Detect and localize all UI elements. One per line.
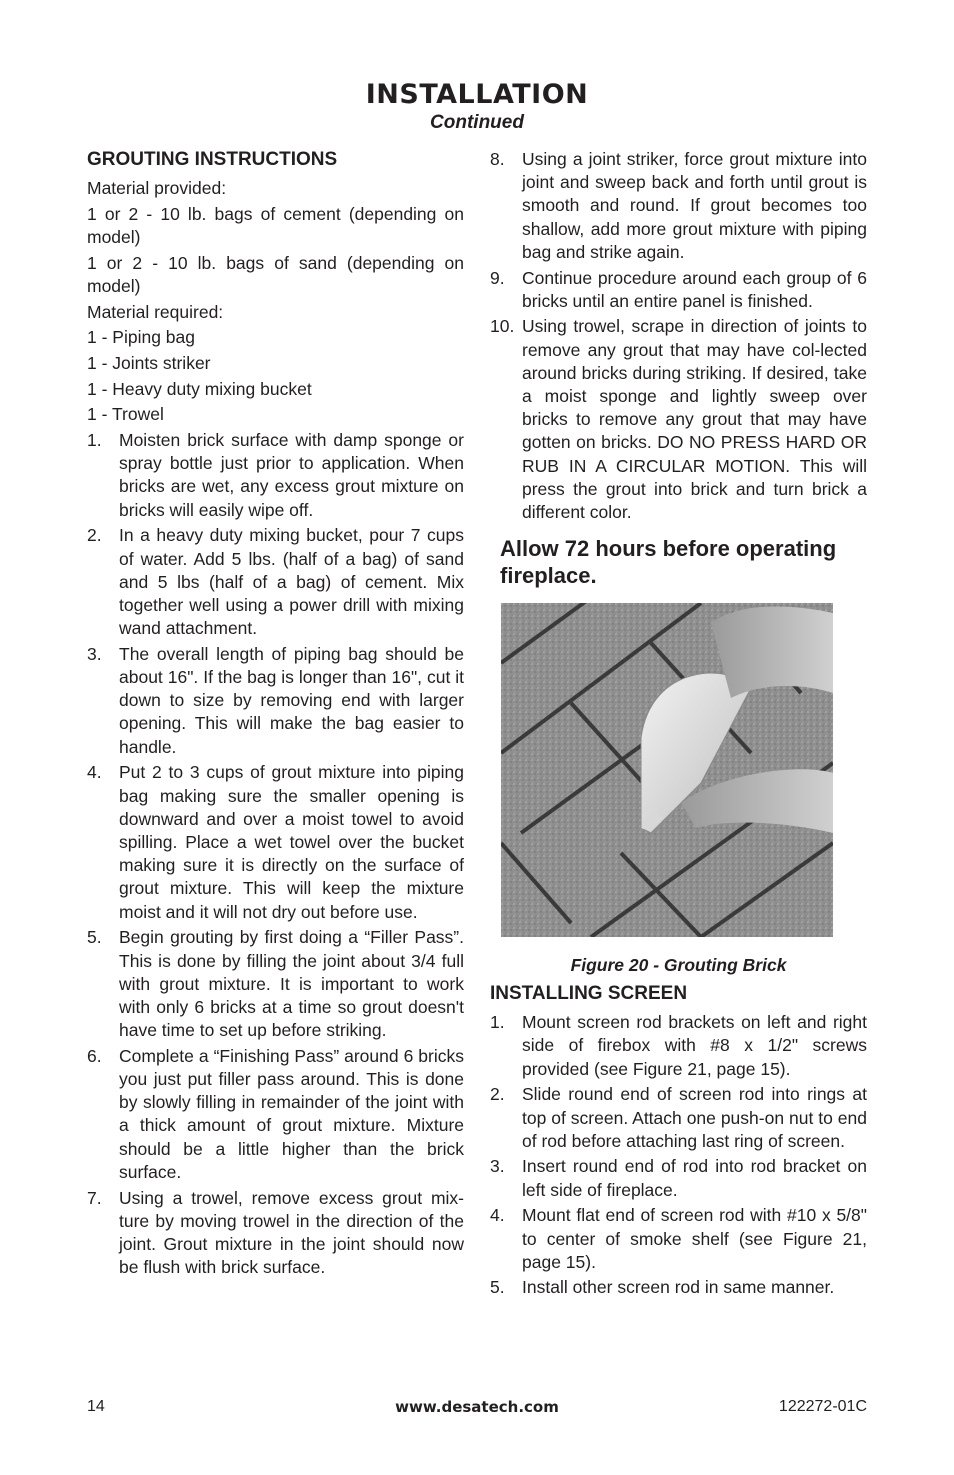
list-item — [490, 1011, 867, 1081]
material-provided-label: Material provided: — [87, 178, 227, 198]
material-required-item: 1 - Joints striker — [87, 352, 211, 373]
list-item — [490, 267, 867, 313]
step-text: Mount flat end of screen rod with #10 x 5/8" to center of smoke shelf (see Figure 21, page 15). — [522, 1205, 867, 1272]
step-text: Using a trowel, remove excess grout mix-ture by moving trowel in the direction of the joint. Grout mixture in the joint should now be flush with brick surface. — [119, 1187, 464, 1278]
material-provided-item: 1 or 2 - 10 lb. bags of cement (depending on model) — [87, 203, 464, 247]
material-required-label: Material required: — [87, 301, 224, 322]
step-text: Slide round end of screen rod into rings at top of screen. Attach one push-on nut to end of rod before attaching last ring of screen. — [522, 1084, 867, 1151]
material-required-item: 1 - Heavy duty mixing bucket — [87, 378, 312, 399]
list-item — [87, 1045, 464, 1184]
page-number: 14 — [87, 1398, 105, 1415]
document-code: 122272-01C — [778, 1398, 867, 1415]
left-column — [87, 148, 464, 1282]
step-text: Using trowel, scrape in direction of joints to remove any grout that may have col-lected around bricks during striking. If desired, take a moist sponge and lightly sweep over bricks to remove any grout that may have gotten on bricks. DO NO PRESS HARD OR RUB IN A CIRCULAR MOTION. This will press the grout into brick and turn brick a different color. — [522, 316, 867, 523]
step-text: Begin grouting by first doing a “Filler Pass”. This is done by filling the joint about 3/4 full with grout mixture. It is important to work with only 6 bricks at a time so grout doesn't have time to set up before striking. — [119, 927, 464, 1041]
figure-caption: Figure 20 - Grouting Brick — [570, 955, 787, 976]
step-text: The overall length of piping bag should be about 16". If the bag is longer than 16", cut it down to size by removing end with larger opening. This will make the bag easier to handle. — [119, 643, 464, 757]
step-number: 10. — [490, 316, 515, 337]
step-text: Complete a “Finishing Pass” around 6 bricks you just put filler pass around. This is done by slowly filling in remainder of the joint with a thick amount of grout mixture. Mixture should be a little higher than the brick surface. — [119, 1045, 464, 1182]
list-item — [490, 148, 867, 264]
screen-steps-list — [490, 1011, 867, 1299]
step-number: 3. — [87, 643, 102, 664]
step-text: Insert round end of rod into rod bracket on left side of fireplace. — [522, 1156, 867, 1200]
list-item — [87, 926, 464, 1042]
step-text: In a heavy duty mixing bucket, pour 7 cups of water. Add 5 lbs. (half of a bag) of sand and 5 lbs (half of a bag) of cement. Mix together well using a power drill with mixing wand attachment. — [119, 525, 464, 639]
cure-time-warning: Allow 72 hours before operating fireplace. — [500, 536, 837, 589]
step-number: 3. — [490, 1156, 505, 1177]
page-title: INSTALLATION — [365, 79, 589, 110]
step-number: 4. — [87, 762, 102, 783]
material-required-item: 1 - Piping bag — [87, 327, 195, 348]
step-number: 6. — [87, 1045, 102, 1066]
list-item — [87, 761, 464, 923]
grouting-steps-list — [87, 429, 464, 1279]
step-number: 2. — [87, 525, 102, 546]
step-text: Using a joint striker, force grout mixture into joint and sweep back and forth until grout is smooth and round. If grout becomes too shallow, add more grout mixture with piping bag and strike again. — [522, 149, 867, 262]
list-item — [87, 643, 464, 759]
material-required-item: 1 - Trowel — [87, 404, 164, 425]
step-number: 5. — [87, 927, 102, 948]
step-text: Mount screen rod brackets on left and right side of firebox with #8 x 1/2" screws provided (see Figure 21, page 15). — [522, 1012, 867, 1079]
step-number: 2. — [490, 1084, 505, 1105]
grouting-heading: GROUTING INSTRUCTIONS — [87, 149, 338, 170]
step-number: 1. — [87, 430, 102, 451]
right-column — [490, 148, 867, 1302]
list-item — [87, 429, 464, 522]
step-number: 4. — [490, 1205, 505, 1226]
footer-url: www.desatech.com — [395, 1398, 559, 1416]
step-text: Install other screen rod in same manner. — [522, 1277, 835, 1298]
list-item — [490, 1276, 867, 1299]
step-text: Continue procedure around each group of 6 bricks until an entire panel is finished. — [522, 267, 867, 311]
page-header — [0, 78, 954, 134]
step-number: 1. — [490, 1012, 505, 1033]
material-provided-item: 1 or 2 - 10 lb. bags of sand (depending on model) — [87, 252, 464, 296]
grouting-brick-photo — [501, 603, 833, 937]
list-item — [490, 1155, 867, 1201]
list-item — [490, 1204, 867, 1274]
grouting-steps-list-continued — [490, 148, 867, 524]
step-number: 7. — [87, 1187, 102, 1208]
list-item — [87, 1187, 464, 1280]
step-number: 5. — [490, 1277, 505, 1298]
step-number: 8. — [490, 149, 505, 169]
list-item — [87, 524, 464, 640]
list-item — [490, 315, 867, 524]
step-text: Put 2 to 3 cups of grout mixture into piping bag making sure the smaller opening is downward and over a moist towel to avoid spilling. Place a wet towel over the bucket making sure it is directly on the surface of grout mixture. This will keep the mixture moist and it will not dry out before use. — [119, 762, 464, 922]
step-number: 9. — [490, 267, 505, 288]
list-item — [490, 1083, 867, 1153]
step-text: Moisten brick surface with damp sponge or spray bottle just prior to application. When bricks are wet, any excess grout mixture on bricks will easily wipe off. — [119, 430, 464, 520]
screen-heading: INSTALLING SCREEN — [490, 983, 688, 1005]
page-subtitle: Continued — [430, 112, 524, 133]
